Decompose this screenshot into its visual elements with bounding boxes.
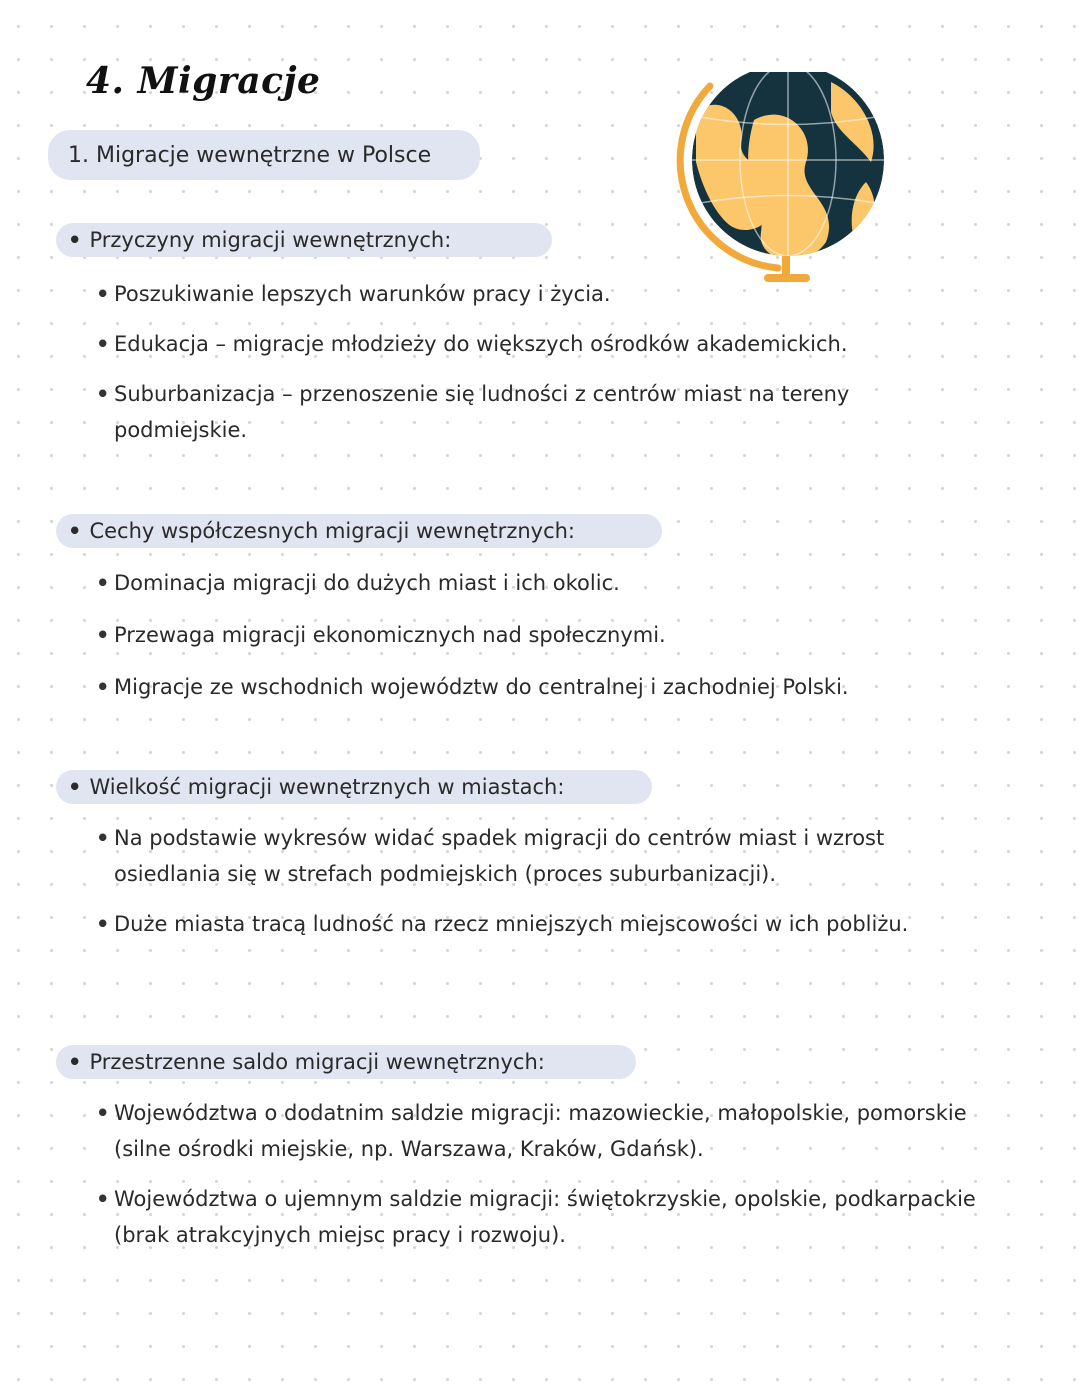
section-list-features — [96, 565, 986, 705]
list-item: • Duże miasta tracą ludność na rzecz mniejszych miejscowości w ich pobliżu. — [96, 906, 934, 942]
list-item: • Przewaga migracji ekonomicznych nad społecznymi. — [96, 617, 986, 653]
section-heading-features: • Cechy współczesnych migracji wewnętrznych: — [56, 514, 662, 548]
subtitle-text: 1. Migracje wewnętrzne w Polsce — [68, 142, 432, 168]
section-heading-volume: • Wielkość migracji wewnętrznych w miastach: — [56, 770, 652, 804]
list-item: • Migracje ze wschodnich województw do centralnej i zachodniej Polski. — [96, 669, 986, 705]
section-heading-balance: • Przestrzenne saldo migracji wewnętrznych: — [56, 1045, 636, 1079]
list-item: • Suburbanizacja – przenoszenie się ludności z centrów miast na tereny podmiejskie. — [96, 376, 964, 448]
section-list-causes — [96, 276, 986, 448]
page-title: 4. Migracje — [86, 60, 321, 102]
section-list-volume — [96, 820, 986, 942]
subtitle-chip — [48, 130, 480, 180]
list-item: • Dominacja migracji do dużych miast i ich okolic. — [96, 565, 986, 601]
section-heading-causes: • Przyczyny migracji wewnętrznych: — [56, 223, 552, 257]
list-item: • Województwa o dodatnim saldzie migracji: mazowieckie, małopolskie, pomorskie (silne ośrodki miejskie, np. Warszawa, Kraków, Gdańsk). — [96, 1095, 986, 1167]
list-item: • Poszukiwanie lepszych warunków pracy i życia. — [96, 276, 986, 312]
list-item: • Edukacja – migracje młodzieży do większych ośrodków akademickich. — [96, 326, 986, 362]
section-list-balance — [96, 1095, 986, 1253]
list-item: • Na podstawie wykresów widać spadek migracji do centrów miast i wzrost osiedlania się w strefach podmiejskich (proces suburbanizacji). — [96, 820, 986, 892]
list-item: • Województwa o ujemnym saldzie migracji: świętokrzyskie, opolskie, podkarpackie (brak atrakcyjnych miejsc pracy i rozwoju). — [96, 1181, 986, 1253]
globe-icon — [666, 72, 890, 288]
